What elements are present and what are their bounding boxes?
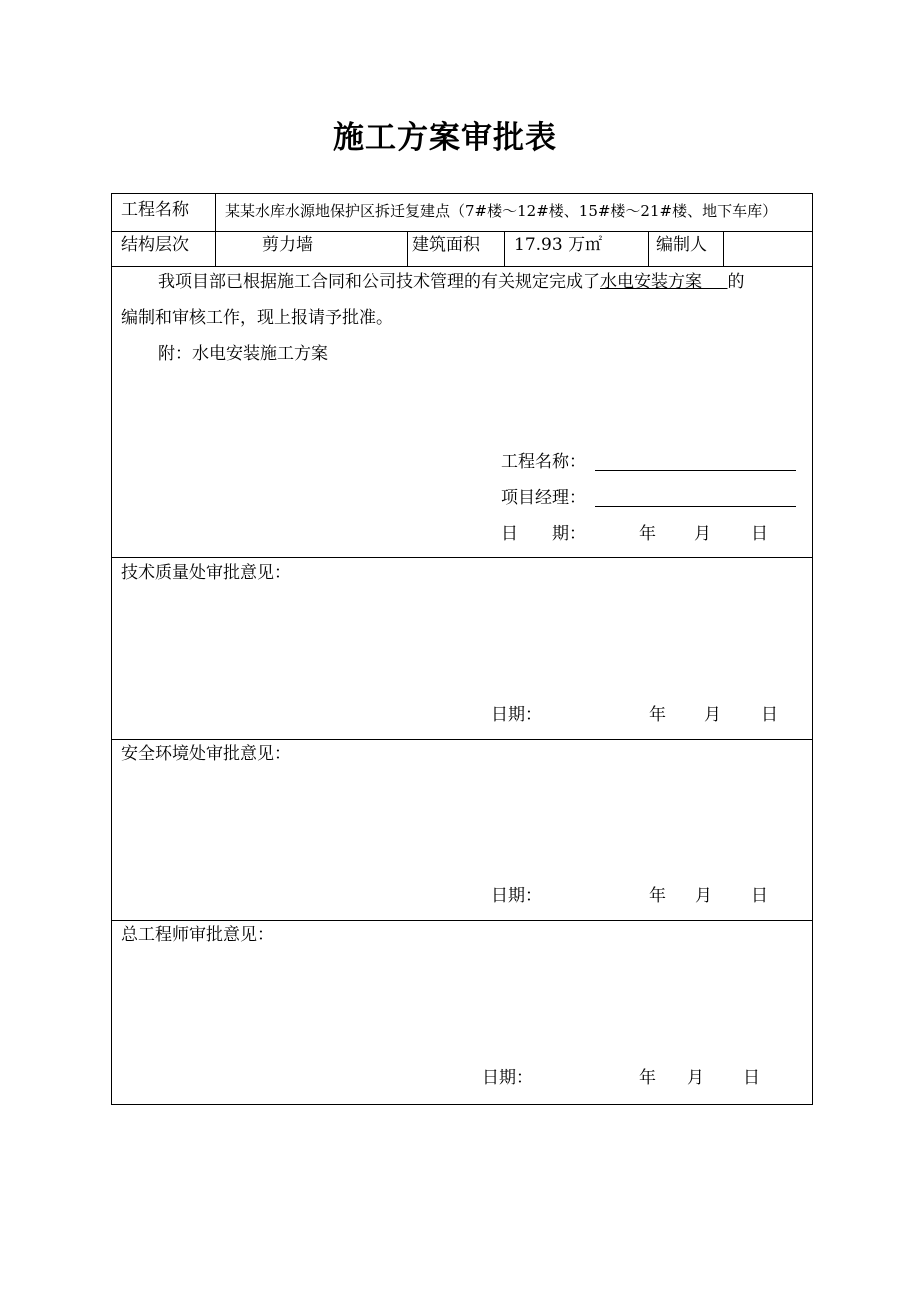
submission-text-line2: 编制和审核工作，现上报请予批准。 [121, 308, 393, 328]
column-divider [723, 231, 724, 266]
column-divider [215, 194, 216, 266]
safety-env-day: 日 [751, 886, 768, 906]
row-divider [112, 557, 812, 558]
structure-value: 剪力墙 [262, 235, 313, 255]
chief-engineer-date-label: 日期： [482, 1068, 533, 1088]
structure-label: 结构层次 [121, 235, 189, 255]
signature-date-label: 日 期： [501, 524, 586, 544]
signature-manager-label: 项目经理： [501, 488, 586, 508]
page-title: 施工方案审批表 [333, 120, 557, 156]
attachment-note: 附：水电安装施工方案 [158, 344, 328, 364]
column-divider [648, 231, 649, 266]
signature-manager-line [595, 506, 796, 507]
approval-form [111, 193, 813, 1105]
chief-engineer-year: 年 [639, 1068, 656, 1088]
signature-day: 日 [751, 524, 768, 544]
signature-project-label: 工程名称： [501, 452, 586, 472]
building-area-label: 建筑面积 [412, 235, 480, 255]
tech-quality-date-label: 日期： [491, 705, 542, 725]
column-divider [407, 231, 408, 266]
chief-engineer-month: 月 [687, 1068, 704, 1088]
project-name-label: 工程名称 [121, 200, 189, 220]
safety-env-month: 月 [695, 886, 712, 906]
submission-text-line1: 我项目部已根据施工合同和公司技术管理的有关规定完成了水电安装方案 的 [158, 272, 745, 292]
row-divider [112, 266, 812, 267]
building-area-value: 17.93 万㎡ [514, 235, 603, 255]
chief-engineer-day: 日 [743, 1068, 760, 1088]
project-name-value: 某某水库水源地保护区拆迁复建点（7#楼～12#楼、15#楼～21#楼、地下车库） [225, 202, 778, 220]
chief-engineer-opinion-label: 总工程师审批意见： [121, 925, 274, 945]
plan-name-fill: 水电安装方案 [600, 272, 702, 292]
safety-env-opinion-label: 安全环境处审批意见： [121, 744, 291, 764]
signature-year: 年 [639, 524, 656, 544]
safety-env-year: 年 [649, 886, 666, 906]
author-label: 编制人 [656, 235, 707, 255]
tech-quality-month: 月 [704, 705, 721, 725]
row-divider [112, 231, 812, 232]
signature-month: 月 [694, 524, 711, 544]
tech-quality-year: 年 [649, 705, 666, 725]
tech-quality-day: 日 [761, 705, 778, 725]
column-divider [504, 231, 505, 266]
safety-env-date-label: 日期： [491, 886, 542, 906]
row-divider [112, 920, 812, 921]
tech-quality-opinion-label: 技术质量处审批意见： [121, 563, 291, 583]
signature-project-line [595, 470, 796, 471]
row-divider [112, 739, 812, 740]
